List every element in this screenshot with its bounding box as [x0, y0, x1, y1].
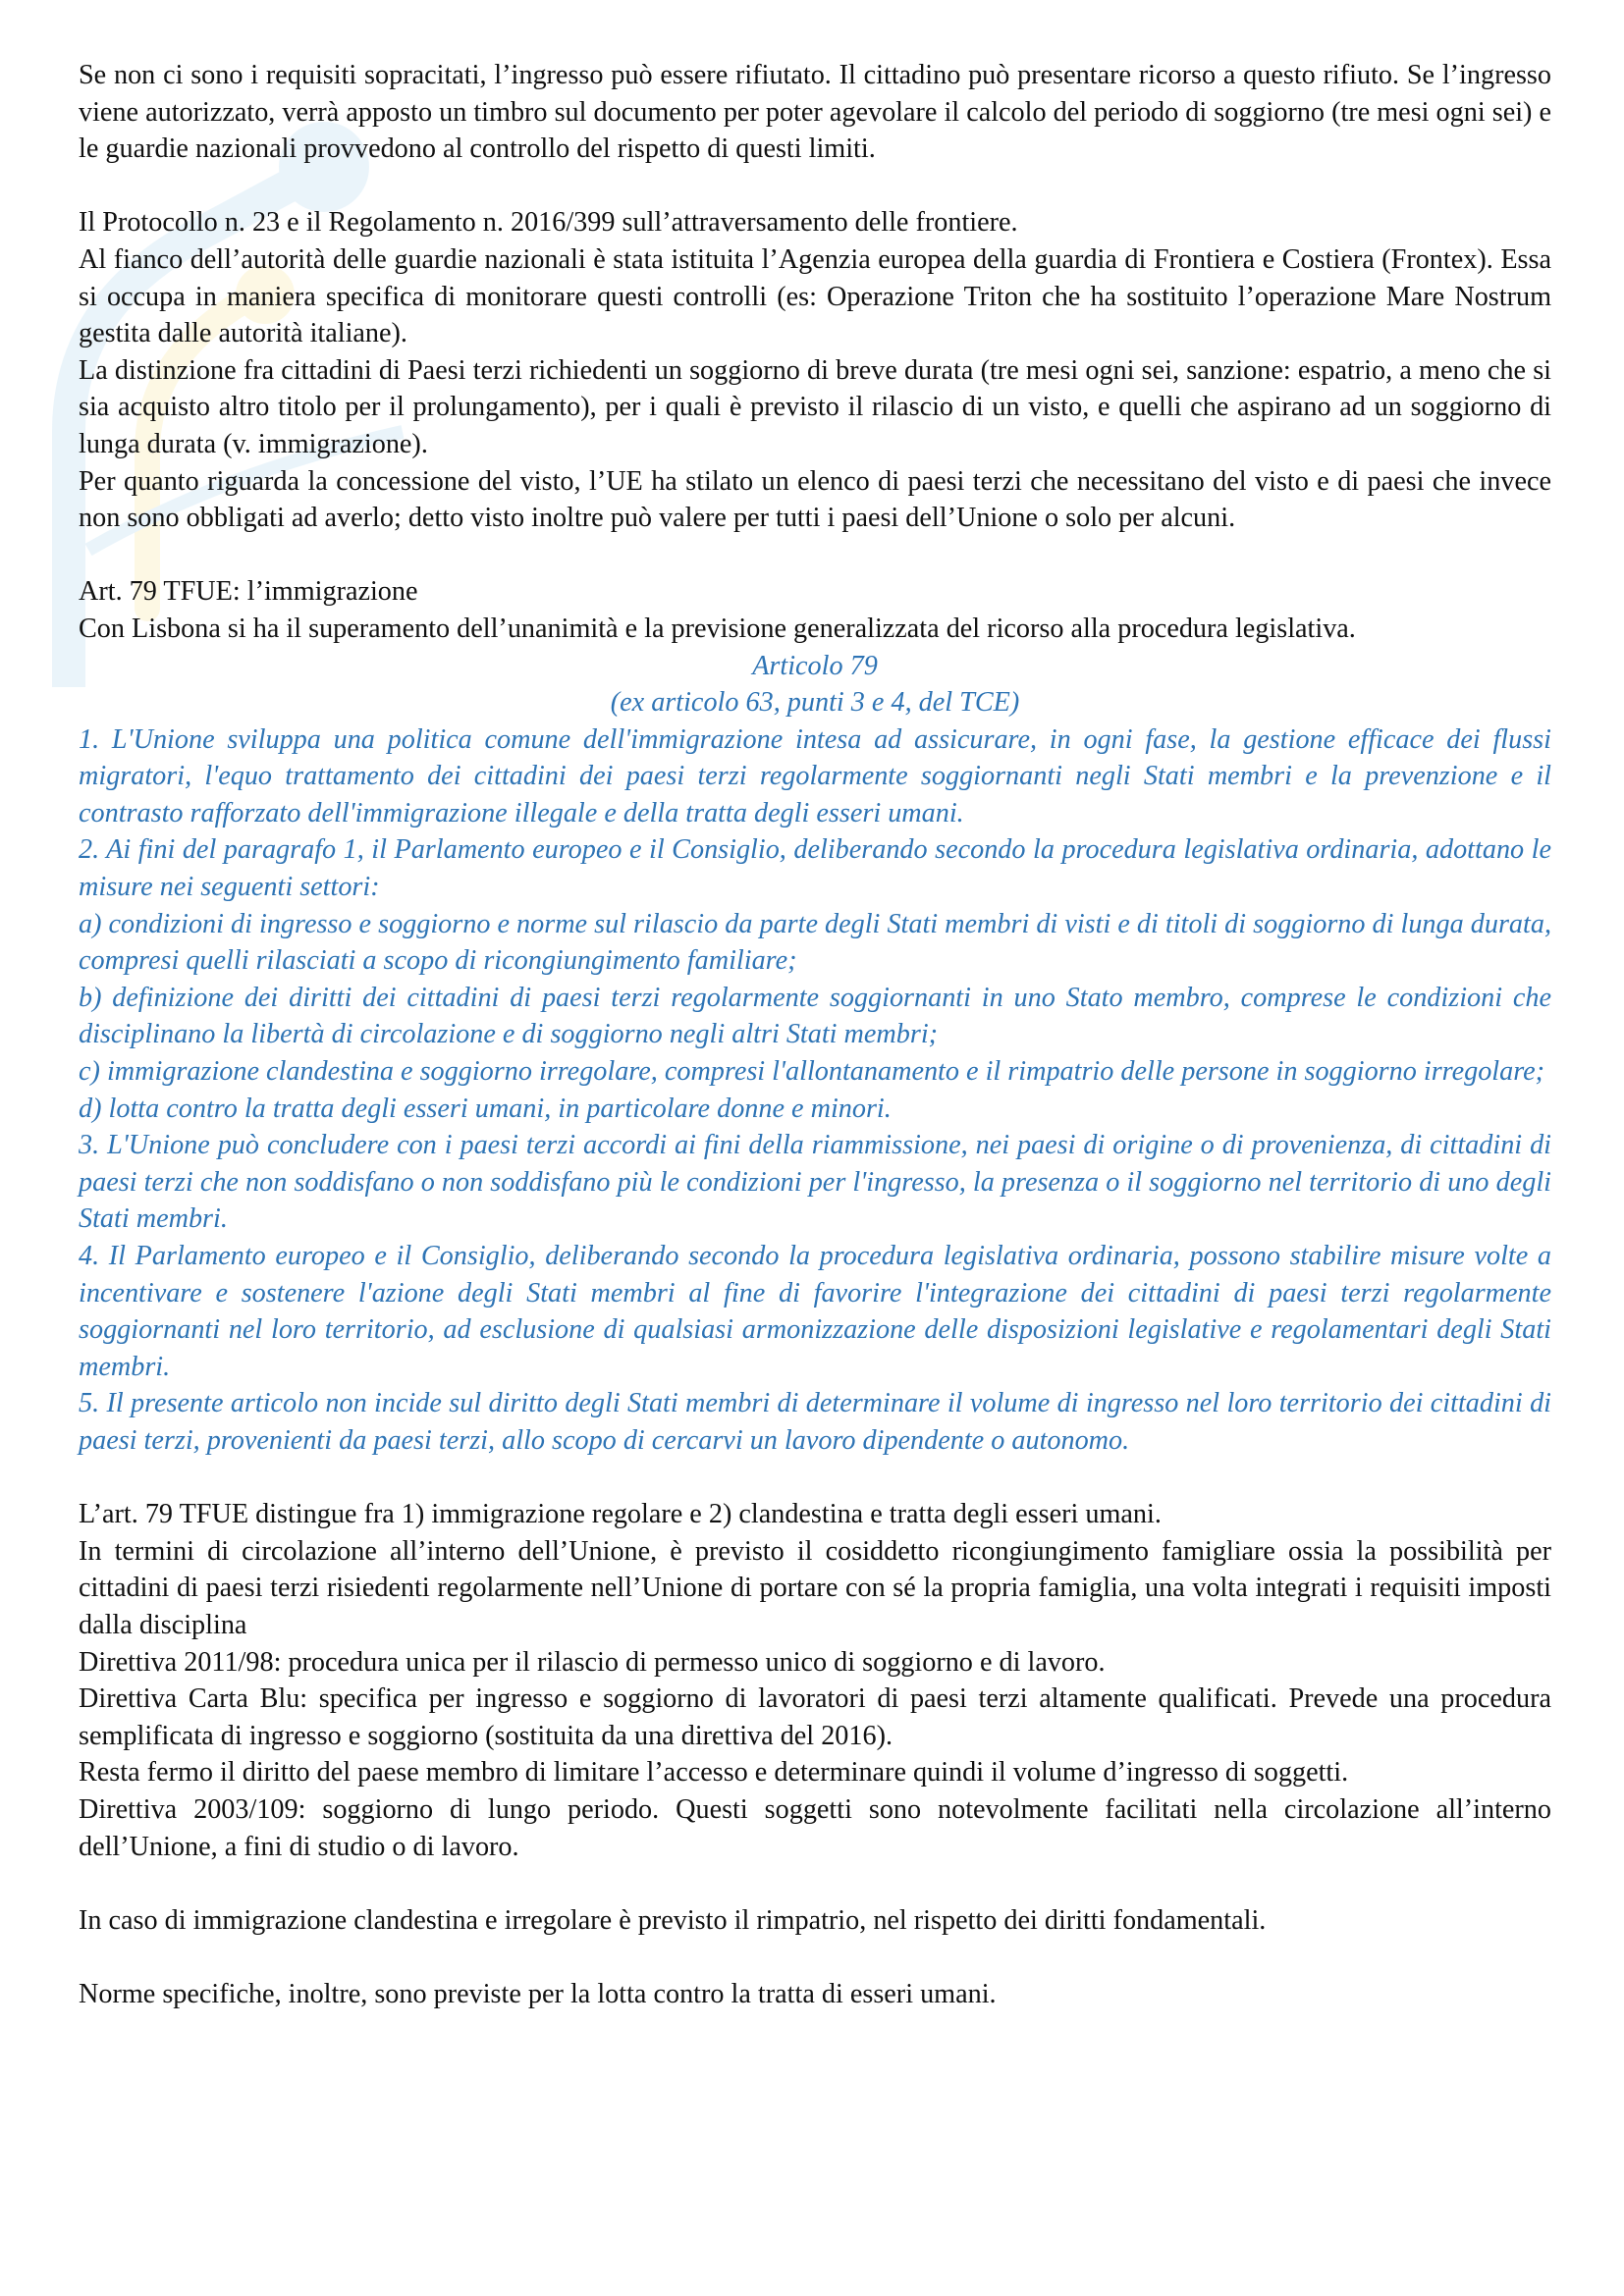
frontiere-section [79, 204, 1551, 536]
paragraph: Al fianco dell’autorità delle guardie nazionali è stata istituita l’Agenzia europea della guardia di Frontiera e Costiera (Frontex). Essa si occupa in maniera specifica di monitorare questi controlli (es: Operazione Triton che ha sostituito l’operazione Mare Nostrum gestita dalle autorità italiane). [79, 243, 1551, 349]
paragraph: Resta fermo il diritto del paese membro di limitare l’accesso e determinare quindi il volume d’ingresso di soggetti. [79, 1757, 1349, 1789]
spacer [79, 1939, 1551, 1976]
immigrazione-section [79, 573, 1551, 647]
article-title: Articolo 79 [752, 650, 878, 681]
paragraph-tratta: Norme specifiche, inoltre, sono previste per la lotta contro la tratta di esseri umani. [79, 1978, 997, 2009]
document-page [79, 57, 1551, 2012]
spacer [79, 1865, 1551, 1902]
paragraph-rimpatrio: In caso di immigrazione clandestina e irregolare è previsto il rimpatrio, nel rispetto dei diritti fondamentali. [79, 1904, 1267, 1936]
article-paragraph: 4. Il Parlamento europeo e il Consiglio, deliberando secondo la procedura legislativa ordinaria, possono stabilire misure volte a incentivare e sostenere l'azione degli Stati membri al fine di favorire l'integrazione dei cittadini di paesi terzi regolarmente soggiornanti nel loro territorio, ad esclusione di qualsiasi armonizzazione delle disposizioni legislative e regolamentari degli Stati membri. [79, 1241, 1551, 1382]
spacer [79, 537, 1551, 574]
article-paragraph: c) immigrazione clandestina e soggiorno irregolare, compresi l'allontanamento e il rimpatrio delle persone in soggiorno irregolare; [79, 1056, 1545, 1088]
article-paragraph: a) condizioni di ingresso e soggiorno e norme sul rilascio da parte degli Stati membri di visti e di titoli di soggiorno di lunga durata, compresi quelli rilasciati a scopo di ricongiungimento familiare; [79, 908, 1551, 977]
section-heading: Art. 79 TFUE: l’immigrazione [79, 576, 418, 608]
paragraph: Se non ci sono i requisiti sopracitati, l’ingresso può essere rifiutato. Il cittadino può presentare ricorso a questo rifiuto. Se l’ingresso viene autorizzato, verrà apposto un timbro sul documento per poter agevolare il calcolo del periodo di soggiorno (tre mesi ogni sei) e le guardie nazionali provvedono al controllo del rispetto di questi limiti. [79, 60, 1551, 165]
spacer [79, 168, 1551, 205]
article-paragraph: 3. L'Unione può concludere con i paesi terzi accordi ai fini della riammissione, nei paesi di origine o di provenienza, di cittadini di paesi terzi che non soddisfano o non soddisfano più le condizioni per l'ingresso, la presenza o il soggiorno nel territorio di uno degli Stati membri. [79, 1130, 1551, 1235]
paragraph: Direttiva 2003/109: soggiorno di lungo periodo. Questi soggetti sono notevolmente facilitati nella circolazione all’interno dell’Unione, a fini di studio o di lavoro. [79, 1793, 1551, 1862]
paragraph: In termini di circolazione all’interno dell’Unione, è previsto il cosiddetto ricongiungimento famigliare ossia la possibilità per cittadini di paesi terzi risiedenti regolarmente nell’Unione di portare con sé la propria famiglia, una volta integrati i requisiti imposti dalla disciplina [79, 1535, 1551, 1640]
commento-section [79, 1496, 1551, 1865]
paragraph: L’art. 79 TFUE distingue fra 1) immigrazione regolare e 2) clandestina e tratta degli esseri umani. [79, 1499, 1162, 1530]
article-paragraph: b) definizione dei diritti dei cittadini di paesi terzi regolarmente soggiornanti in uno Stato membro, comprese le condizioni che disciplinano la libertà di circolazione e di soggiorno negli altri Stati membri; [79, 982, 1551, 1050]
paragraph: Direttiva Carta Blu: specifica per ingresso e soggiorno di lavoratori di paesi terzi altamente qualificati. Prevede una procedura semplificata di ingresso e soggiorno (sostituita da una direttiva del 2016). [79, 1683, 1551, 1751]
intro-section [79, 57, 1551, 168]
spacer [79, 1460, 1551, 1497]
article-subtitle: (ex articolo 63, punti 3 e 4, del TCE) [610, 687, 1020, 719]
article-paragraph: 1. L'Unione sviluppa una politica comune dell'immigrazione intesa ad assicurare, in ogni fase, la gestione efficace dei flussi migratori, l'equo trattamento dei cittadini dei paesi terzi regolarmente soggiornanti negli Stati membri e la prevenzione e il contrasto rafforzato dell'immigrazione illegale e della tratta degli esseri umani. [79, 723, 1551, 828]
paragraph: La distinzione fra cittadini di Paesi terzi richiedenti un soggiorno di breve durata (tre mesi ogni sei, sanzione: espatrio, a meno che si sia acquisto altro titolo per il prolungamento), per i quali è previsto il rilascio di un visto, e quelli che aspirano ad un soggiorno di lunga durata (v. immigrazione). [79, 354, 1551, 459]
paragraph: Il Protocollo n. 23 e il Regolamento n. 2016/399 sull’attraversamento delle frontiere. [79, 207, 1018, 239]
article-paragraph: 5. Il presente articolo non incide sul diritto degli Stati membri di determinare il volume di ingresso nel loro territorio dei cittadini di paesi terzi, provenienti da paesi terzi, allo scopo di cercarvi un lavoro dipendente o autonomo. [79, 1388, 1551, 1456]
paragraph: Con Lisbona si ha il superamento dell’unanimità e la previsione generalizzata del ricorso alla procedura legislativa. [79, 613, 1356, 644]
article-paragraph: d) lotta contro la tratta degli esseri umani, in particolare donne e minori. [79, 1093, 892, 1124]
paragraph: Per quanto riguarda la concessione del visto, l’UE ha stilato un elenco di paesi terzi che necessitano del visto e di paesi che invece non sono obbligati ad averlo; detto visto inoltre può valere per tutti i paesi dell’Unione o solo per alcuni. [79, 465, 1551, 534]
article-paragraph: 2. Ai fini del paragrafo 1, il Parlamento europeo e il Consiglio, deliberando secondo la procedura legislativa ordinaria, adottano le misure nei seguenti settori: [79, 834, 1551, 903]
paragraph: Direttiva 2011/98: procedura unica per il rilascio di permesso unico di soggiorno e di lavoro. [79, 1646, 1106, 1678]
article-79-quote [79, 648, 1551, 1460]
